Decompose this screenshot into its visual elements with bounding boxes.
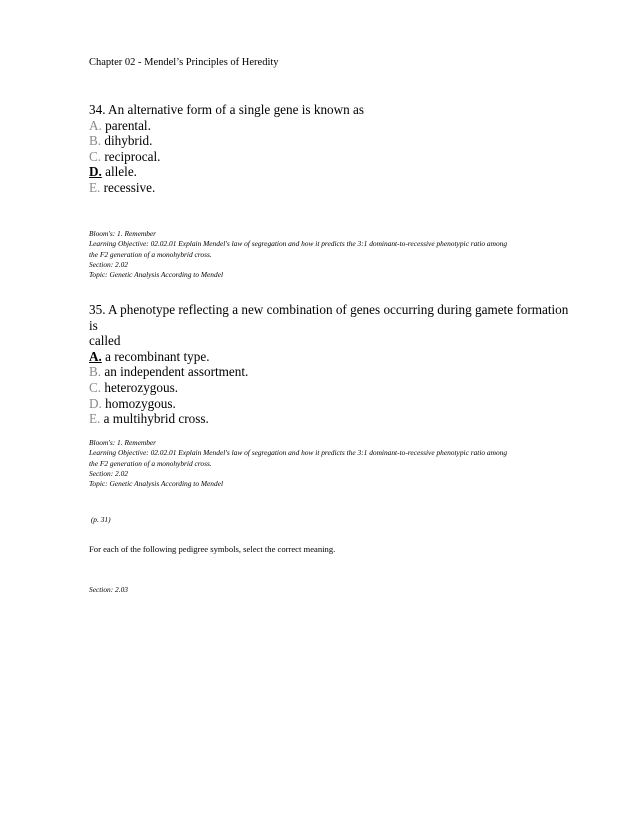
topic-label: Topic: Genetic Analysis According to Mendel [89, 479, 224, 489]
option-letter: E. [89, 179, 101, 195]
option-letter: E. [89, 411, 101, 427]
option-text: parental. [101, 117, 151, 133]
option-text: a multihybrid cross. [100, 411, 209, 427]
question-stem-cont: called [89, 333, 121, 349]
option-b [89, 133, 569, 149]
option-letter: B. [89, 133, 102, 149]
option-text: heterozygous. [101, 379, 178, 395]
question-35 [89, 302, 569, 427]
option-e [89, 411, 569, 427]
option-b [89, 364, 569, 380]
blooms-level: Bloom's: 1. Remember [89, 438, 157, 447]
option-text: allele. [101, 164, 137, 180]
learning-objective-cont: the F2 generation of a monohybrid cross. [89, 458, 212, 468]
option-e [89, 180, 569, 196]
learning-objective-cont: the F2 generation of a monohybrid cross. [89, 249, 212, 259]
option-a-correct [89, 349, 569, 365]
learning-objective: Learning Objective: 02.02.01 Explain Mendel's law of segregation and how it predicts the 3:1 dominant-to-recessive phenotypic ratio among [89, 448, 508, 458]
option-d [89, 396, 569, 412]
learning-objective: Learning Objective: 02.02.01 Explain Mendel's law of segregation and how it predicts the 3:1 dominant-to-recessive phenotypic ratio among [89, 239, 508, 249]
option-text: a recombinant type. [101, 348, 210, 364]
option-text: an independent assortment. [101, 364, 249, 380]
pedigree-instruction: For each of the following pedigree symbols, select the correct meaning. [89, 544, 336, 554]
option-letter: C. [89, 379, 102, 395]
blooms-level: Bloom's: 1. Remember [89, 229, 157, 238]
option-c [89, 380, 569, 396]
option-letter: D. [89, 395, 102, 411]
question-stem: 34. An alternative form of a single gene is known as [89, 102, 365, 117]
question-stem: 35. A phenotype reflecting a new combination of genes occurring during gamete formation is [89, 302, 569, 333]
question-35-metadata [89, 438, 569, 489]
question-34 [89, 102, 569, 196]
option-text: recessive. [100, 179, 156, 195]
option-c [89, 149, 569, 165]
option-letter: C. [89, 148, 102, 164]
question-34-metadata [89, 229, 569, 280]
option-text: reciprocal. [101, 148, 161, 164]
section-footer: Section: 2.03 [89, 585, 128, 594]
option-letter: A. [89, 117, 102, 133]
correct-option-letter: D. [89, 164, 102, 180]
topic-label: Topic: Genetic Analysis According to Mendel [89, 270, 224, 280]
option-text: homozygous. [101, 395, 176, 411]
page-reference: (p. 31) [89, 515, 111, 524]
section-label: Section: 2.02 [89, 259, 128, 269]
correct-option-letter: A. [89, 348, 102, 364]
option-text: dihybrid. [101, 133, 153, 149]
section-label: Section: 2.02 [89, 468, 128, 478]
option-a [89, 118, 569, 134]
option-d-correct [89, 164, 569, 180]
option-letter: B. [89, 364, 102, 380]
chapter-header: Chapter 02 - Mendel’s Principles of Heredity [89, 57, 279, 68]
